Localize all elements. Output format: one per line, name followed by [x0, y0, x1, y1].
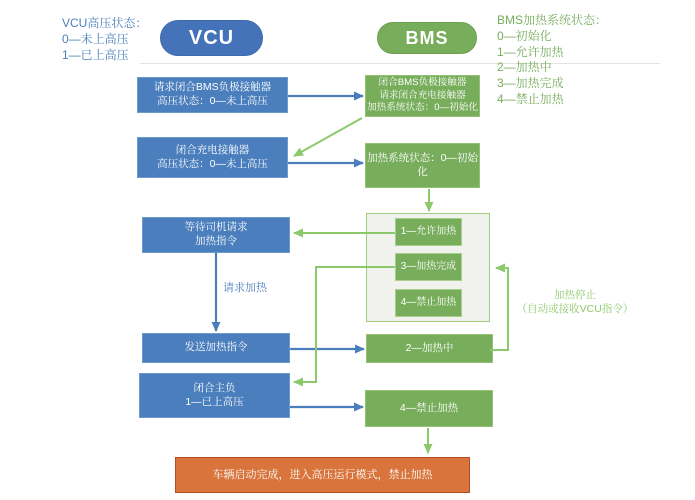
- bms-box-heat-state-init: [365, 143, 480, 188]
- box-line: 加热系统状态：0—初始化: [367, 102, 478, 114]
- box-line: 高压状态：0—未上高压: [157, 95, 268, 107]
- vcu-legend-line: 1—已上高压: [62, 47, 129, 62]
- bms-state-legend: [497, 13, 607, 108]
- bms-box-heating: 2—加热中: [366, 334, 493, 363]
- vcu-legend-line: 0—未上高压: [62, 31, 129, 46]
- bms-legend-line: 2—加热中: [497, 60, 552, 75]
- heat-stop-line: （自动或接收VCU指令）: [516, 303, 634, 315]
- heat-stop-line: 加热停止: [554, 289, 596, 301]
- box-line: 请求闭合BMS负极接触器: [153, 81, 272, 94]
- bms-legend-line: 3—加热完成: [497, 76, 564, 91]
- vcu-node: VCU: [160, 20, 263, 56]
- box-line: 等待司机请求: [184, 221, 248, 234]
- box-line: 闭合主负: [193, 381, 236, 394]
- arrow-bms-to-close-charge-diagonal: [294, 118, 362, 156]
- box-line: 加热系统状态：0—初始化: [367, 151, 478, 178]
- box-line: 闭合充电接触器: [175, 143, 250, 156]
- box-line: 请求闭合充电接触器: [379, 89, 466, 101]
- final-status-box: 车辆启动完成，进入高压运行模式，禁止加热: [175, 457, 470, 493]
- bms-box-close-negative: [365, 75, 480, 117]
- bms-node: BMS: [377, 22, 477, 54]
- box-line: 闭合BMS负极接触器: [378, 77, 467, 89]
- bms-legend-line: 0—初始化: [497, 28, 552, 43]
- vcu-state-legend: [62, 16, 147, 63]
- box-line: 高压状态：0—未上高压: [157, 157, 268, 170]
- vcu-box-close-charge: [137, 137, 288, 178]
- vcu-box-request-close-negative: [137, 77, 288, 113]
- box-line: 1—已上高压: [185, 395, 244, 408]
- bms-legend-line: BMS加热系统状态：: [497, 13, 608, 27]
- vcu-box-wait-driver: [142, 217, 290, 253]
- vcu-box-send-heat: 发送加热指令: [142, 333, 290, 363]
- box-line: 加热指令: [195, 235, 237, 247]
- bms-state-allow: 1—允许加热: [395, 218, 462, 246]
- bms-state-done: 3—加热完成: [395, 253, 462, 281]
- vcu-legend-line: VCU高压状态：: [62, 16, 148, 30]
- bms-state-forbid: 4—禁止加热: [395, 289, 462, 317]
- heat-stop-label: [500, 288, 650, 316]
- bms-legend-line: 1—允许加热: [497, 44, 564, 59]
- bms-box-forbid-final: 4—禁止加热: [365, 390, 493, 427]
- vcu-box-close-main: [139, 373, 290, 418]
- request-heat-label: 请求加热: [223, 282, 267, 294]
- bms-legend-line: 4—禁止加热: [497, 91, 564, 106]
